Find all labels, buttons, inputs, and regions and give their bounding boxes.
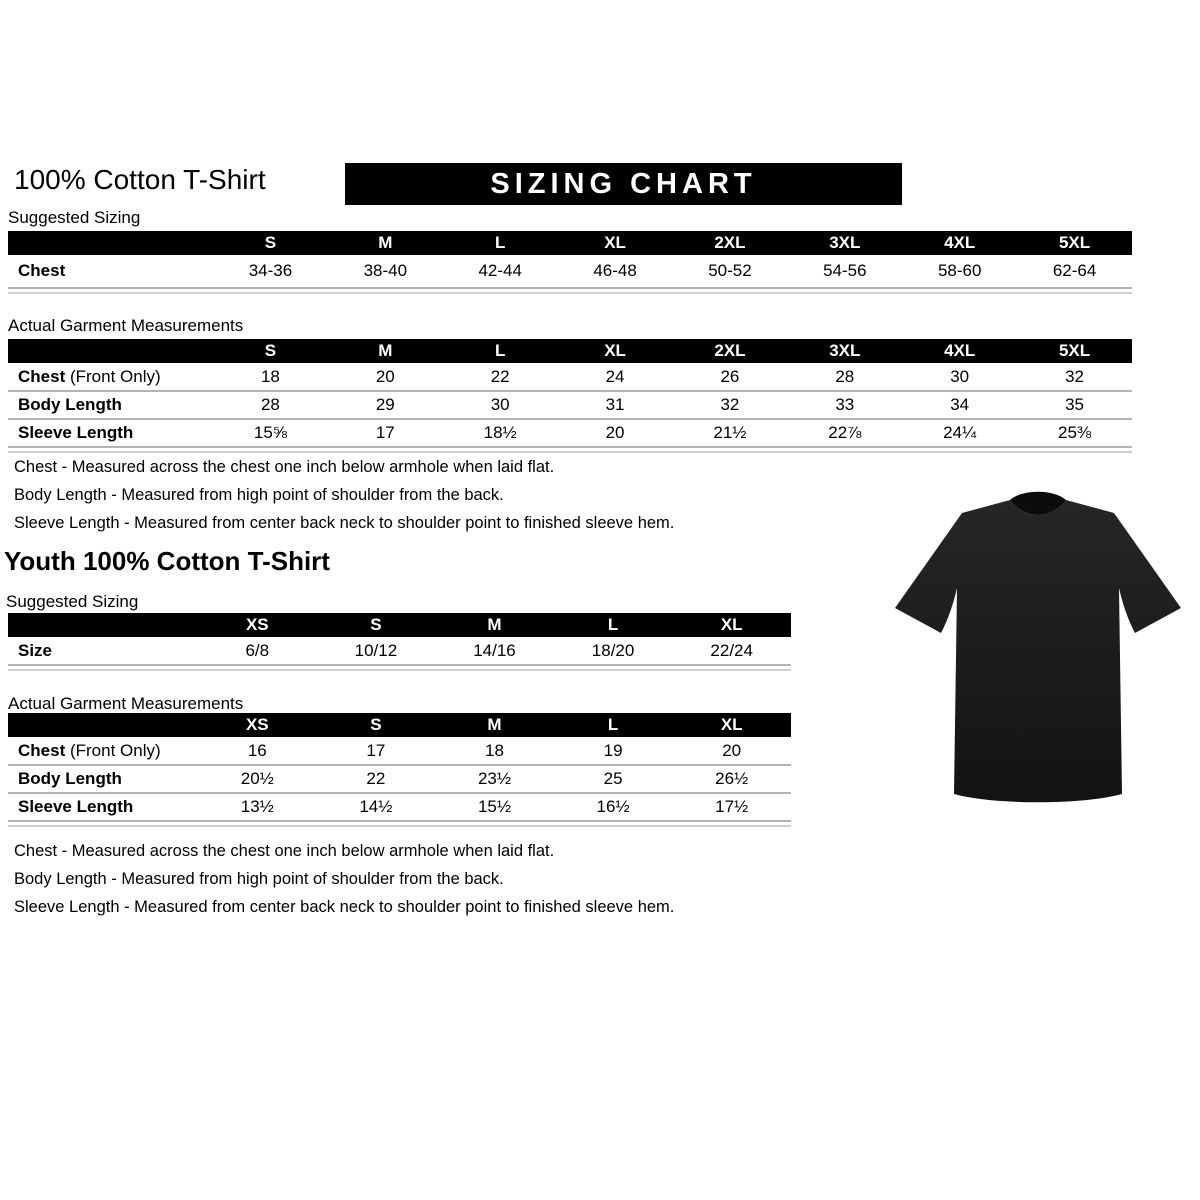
measurement-value: 31 (558, 391, 673, 419)
row-label: Size (8, 637, 198, 665)
measurement-row (8, 255, 1132, 288)
size-column-header: 2XL (673, 231, 788, 255)
measurement-row (8, 793, 791, 821)
size-column-header: L (443, 231, 558, 255)
measurement-value: 29 (328, 391, 443, 419)
adult-note-sleeve-length: Sleeve Length - Measured from center back neck to shoulder point to finished sleeve hem. (14, 514, 675, 532)
measurement-value: 20 (558, 419, 673, 447)
adult-actual-measurements-grid (8, 339, 1132, 448)
adult-suggested-sizing-grid (8, 231, 1132, 289)
header-corner-cell (8, 339, 213, 363)
measurement-value: 32 (673, 391, 788, 419)
size-column-header: 3XL (787, 339, 902, 363)
measurement-value: 18½ (443, 419, 558, 447)
measurement-value: 20½ (198, 765, 317, 793)
measurement-value: 19 (554, 737, 673, 765)
measurement-value: 17½ (672, 793, 791, 821)
measurement-value: 17 (328, 419, 443, 447)
youth-suggested-sizing-table (8, 613, 791, 671)
size-column-header: M (435, 613, 554, 637)
size-column-header: XS (198, 613, 317, 637)
size-column-header: 5XL (1017, 231, 1132, 255)
measurement-value: 35 (1017, 391, 1132, 419)
size-column-header: S (317, 713, 436, 737)
size-header-row (8, 713, 791, 737)
row-label: Sleeve Length (8, 419, 213, 447)
tshirt-body-shape (895, 500, 1181, 802)
youth-note-chest: Chest - Measured across the chest one inch below armhole when laid flat. (14, 842, 555, 860)
measurement-value: 18/20 (554, 637, 673, 665)
measurement-value: 24 (558, 363, 673, 391)
measurement-value: 14½ (317, 793, 436, 821)
measurement-value: 14/16 (435, 637, 554, 665)
size-column-header: 4XL (902, 231, 1017, 255)
measurement-value: 6/8 (198, 637, 317, 665)
sizing-chart-banner (345, 163, 902, 205)
measurement-row (8, 363, 1132, 391)
measurement-value: 28 (213, 391, 328, 419)
measurement-value: 62-64 (1017, 255, 1132, 288)
measurement-row (8, 737, 791, 765)
size-column-header: XL (672, 713, 791, 737)
youth-actual-measurements-grid (8, 713, 791, 822)
size-column-header: 5XL (1017, 339, 1132, 363)
measurement-value: 33 (787, 391, 902, 419)
measurement-value: 20 (672, 737, 791, 765)
youth-section-title: Youth 100% Cotton T-Shirt (4, 546, 330, 576)
adult-suggested-sizing-table (8, 231, 1132, 294)
measurement-value: 15½ (435, 793, 554, 821)
measurement-value: 20 (328, 363, 443, 391)
row-label: Sleeve Length (8, 793, 198, 821)
measurement-value: 34-36 (213, 255, 328, 288)
size-column-header: XL (558, 339, 673, 363)
adult-note-chest: Chest - Measured across the chest one inch below armhole when laid flat. (14, 458, 555, 476)
measurement-value: 10/12 (317, 637, 436, 665)
header-corner-cell (8, 713, 198, 737)
sizing-chart-banner-text: SIZING CHART (490, 167, 757, 200)
row-label: Chest (8, 255, 213, 288)
adult-measurement-notes (14, 458, 674, 542)
measurement-value: 16 (198, 737, 317, 765)
measurement-value: 38-40 (328, 255, 443, 288)
measurement-value: 18 (213, 363, 328, 391)
measurement-value: 58-60 (902, 255, 1017, 288)
measurement-row (8, 391, 1132, 419)
measurement-value: 22⅞ (787, 419, 902, 447)
size-column-header: XL (672, 613, 791, 637)
size-column-header: S (317, 613, 436, 637)
youth-note-sleeve-length: Sleeve Length - Measured from center back neck to shoulder point to finished sleeve hem. (14, 898, 675, 916)
measurement-value: 25 (554, 765, 673, 793)
size-column-header: M (435, 713, 554, 737)
measurement-value: 30 (902, 363, 1017, 391)
size-column-header: 3XL (787, 231, 902, 255)
measurement-row (8, 637, 791, 665)
measurement-value: 26 (673, 363, 788, 391)
product-title: 100% Cotton T-Shirt (14, 164, 266, 195)
adult-actual-measurements-table (8, 339, 1132, 453)
youth-measurement-notes (14, 842, 674, 926)
black-tshirt-image (888, 478, 1188, 818)
size-column-header: M (328, 339, 443, 363)
measurement-value: 13½ (198, 793, 317, 821)
row-label: Chest (Front Only) (8, 363, 213, 391)
size-column-header: S (213, 339, 328, 363)
youth-suggested-sizing-label: Suggested Sizing (6, 592, 139, 611)
measurement-value: 50-52 (673, 255, 788, 288)
measurement-value: 32 (1017, 363, 1132, 391)
size-column-header: S (213, 231, 328, 255)
adult-note-body-length: Body Length - Measured from high point of shoulder from the back. (14, 486, 504, 504)
size-header-row (8, 613, 791, 637)
measurement-value: 28 (787, 363, 902, 391)
size-column-header: L (554, 613, 673, 637)
measurement-value: 22 (317, 765, 436, 793)
youth-note-body-length: Body Length - Measured from high point of shoulder from the back. (14, 870, 504, 888)
header-corner-cell (8, 613, 198, 637)
youth-actual-measurements-table (8, 713, 791, 827)
row-label: Chest (Front Only) (8, 737, 198, 765)
measurement-value: 26½ (672, 765, 791, 793)
measurement-value: 16½ (554, 793, 673, 821)
measurement-value: 18 (435, 737, 554, 765)
size-column-header: 4XL (902, 339, 1017, 363)
size-header-row (8, 231, 1132, 255)
measurement-value: 22/24 (672, 637, 791, 665)
size-column-header: 2XL (673, 339, 788, 363)
size-header-row (8, 339, 1132, 363)
measurement-row (8, 765, 791, 793)
measurement-value: 54-56 (787, 255, 902, 288)
measurement-value: 17 (317, 737, 436, 765)
measurement-value: 24¼ (902, 419, 1017, 447)
youth-suggested-sizing-grid (8, 613, 791, 666)
measurement-row (8, 419, 1132, 447)
adult-actual-measurements-label: Actual Garment Measurements (8, 316, 244, 335)
size-column-header: L (554, 713, 673, 737)
youth-actual-measurements-label: Actual Garment Measurements (8, 694, 244, 713)
measurement-value: 46-48 (558, 255, 673, 288)
adult-suggested-sizing-label: Suggested Sizing (8, 208, 141, 227)
measurement-value: 21½ (673, 419, 788, 447)
measurement-value: 22 (443, 363, 558, 391)
measurement-value: 34 (902, 391, 1017, 419)
measurement-value: 30 (443, 391, 558, 419)
size-column-header: L (443, 339, 558, 363)
measurement-value: 25⅜ (1017, 419, 1132, 447)
header-corner-cell (8, 231, 213, 255)
size-column-header: M (328, 231, 443, 255)
measurement-value: 15⅝ (213, 419, 328, 447)
row-label: Body Length (8, 391, 213, 419)
size-column-header: XL (558, 231, 673, 255)
measurement-value: 42-44 (443, 255, 558, 288)
measurement-value: 23½ (435, 765, 554, 793)
row-label: Body Length (8, 765, 198, 793)
size-column-header: XS (198, 713, 317, 737)
